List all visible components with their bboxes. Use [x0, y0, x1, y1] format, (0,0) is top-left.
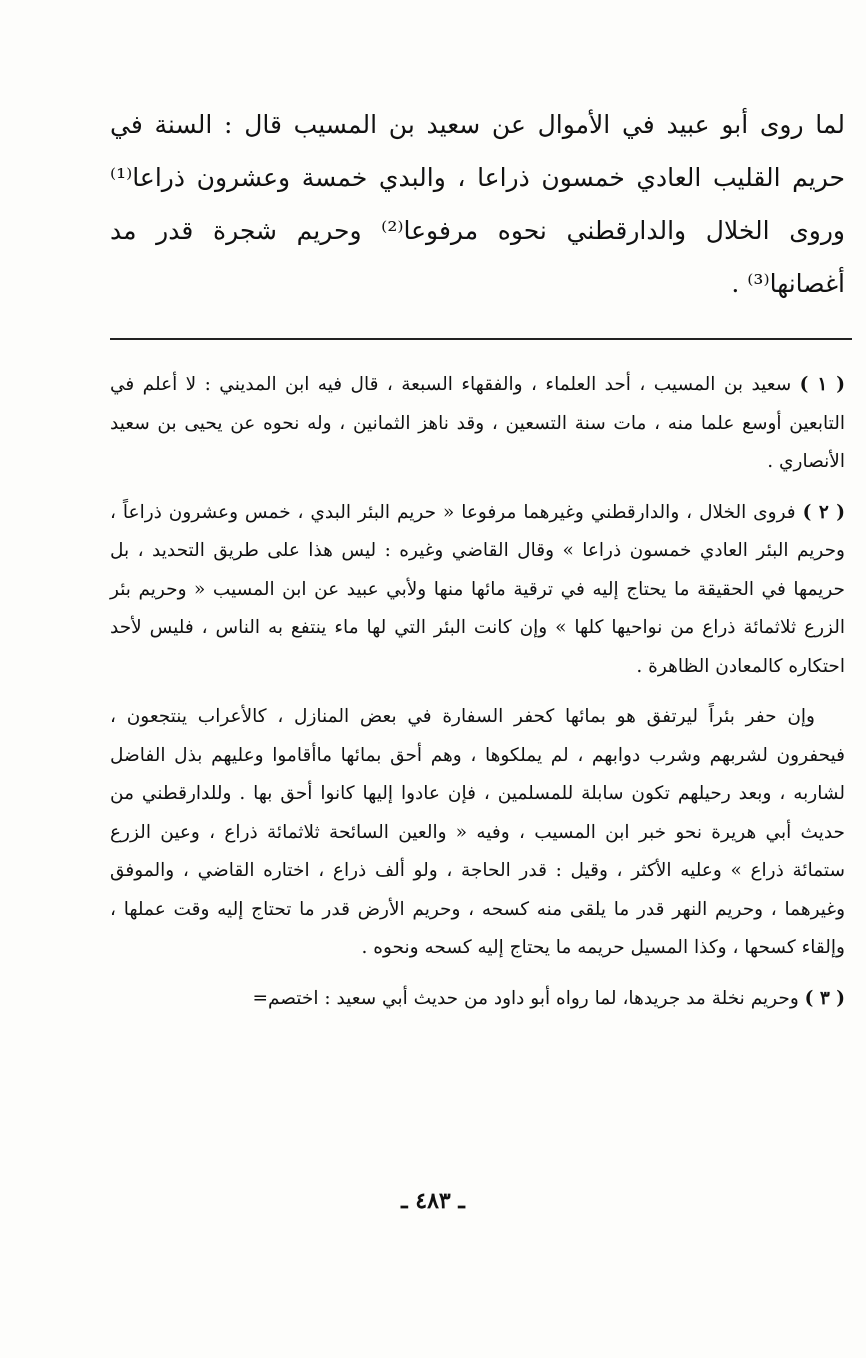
footnotes-block: [110, 366, 845, 1030]
footnote-2-continuation: [110, 698, 845, 968]
footnote-text: سعيد بن المسيب ، أحد العلماء ، والفقهاء السبعة ، قال فيه ابن المديني : لا أعلم في التابعين أوسع علما منه ، مات سنة التسعين ، وقد ناهز الثمانين ، وله نحوه عن يحيى بن سعيد الأنصاري .: [110, 374, 845, 472]
footnote-3: [110, 980, 845, 1019]
page-number: ـ ٤٨٣ ـ: [401, 1188, 465, 1214]
footnote-text: فروى الخلال ، والدارقطني وغيرهما مرفوعا « حريم البئر البدي ، خمس وعشرون ذراعاً ، وحريم البئر العادي خمسون ذراعا » وقال القاضي وغيره : ليس هذا على طريق التحديد ، بل حريمها في الحقيقة ما يحتاج إليه في ترقية مائها منها ولأبي عبيد عن ابن المسيب « وحريم بئر الزرع ثلاثمائة ذراع من نواحيها كلها » وإن كانت البئر التي لها ماء ينتفع به الناس ، فليس لأحد احتكاره كالمعادن الظاهرة .: [110, 501, 845, 677]
footnote-number: ( ٣ ): [804, 987, 845, 1009]
footnote-divider: [110, 338, 852, 340]
main-text-block: [110, 98, 845, 310]
footnote-number: ( ٢ ): [802, 501, 845, 523]
main-paragraph: لما روى أبو عبيد في الأموال عن سعيد بن المسيب قال : السنة في حريم القليب العادي خمسون ذراعا ، والبدي خمسة وعشرون ذراعا⁽¹⁾ وروى الخلال والدارقطني نحوه مرفوعا⁽²⁾ وحريم شجرة قدر مد أغصانها⁽³⁾ .: [110, 110, 846, 298]
footnote-text: وحريم نخلة مد جريدها، لما رواه أبو داود من حديث أبي سعيد : اختصم=: [252, 987, 799, 1009]
footnote-2: [110, 494, 845, 687]
footnote-number: ( ١ ): [799, 374, 845, 395]
footnote-1: [110, 366, 845, 482]
footnote-text: وإن حفر بئراً ليرتفق هو بمائها كحفر السفارة في بعض المنازل ، كالأعراب ينتجعون ، فيحفرون لشربهم وشرب دوابهم ، لم يملكوها ، وهم أحق بمائها ماأقاموا وعليهم بذل الفاضل لشاربه ، وبعد رحيلهم تكون سابلة للمسلمين ، فإن عادوا إليها كانوا أحق بها . وللدارقطني من حديث أبي هريرة نحو خبر ابن المسيب ، وفيه « والعين السائحة ثلاثمائة ذراع ، وعين الزرع ستمائة ذراع » وعليه الأكثر ، وقيل : قدر الحاجة ، ولو ألف ذراع ، اختاره القاضي ، والموفق وغيرهما ، وحريم النهر قدر ما يلقى منه كسحه ، وحريم الأرض قدر ما تحتاج إليه وقت عملها ، وإلقاء كسحها ، وكذا المسيل حريمه ما يحتاج إليه كسحه ونحوه .: [110, 706, 845, 958]
